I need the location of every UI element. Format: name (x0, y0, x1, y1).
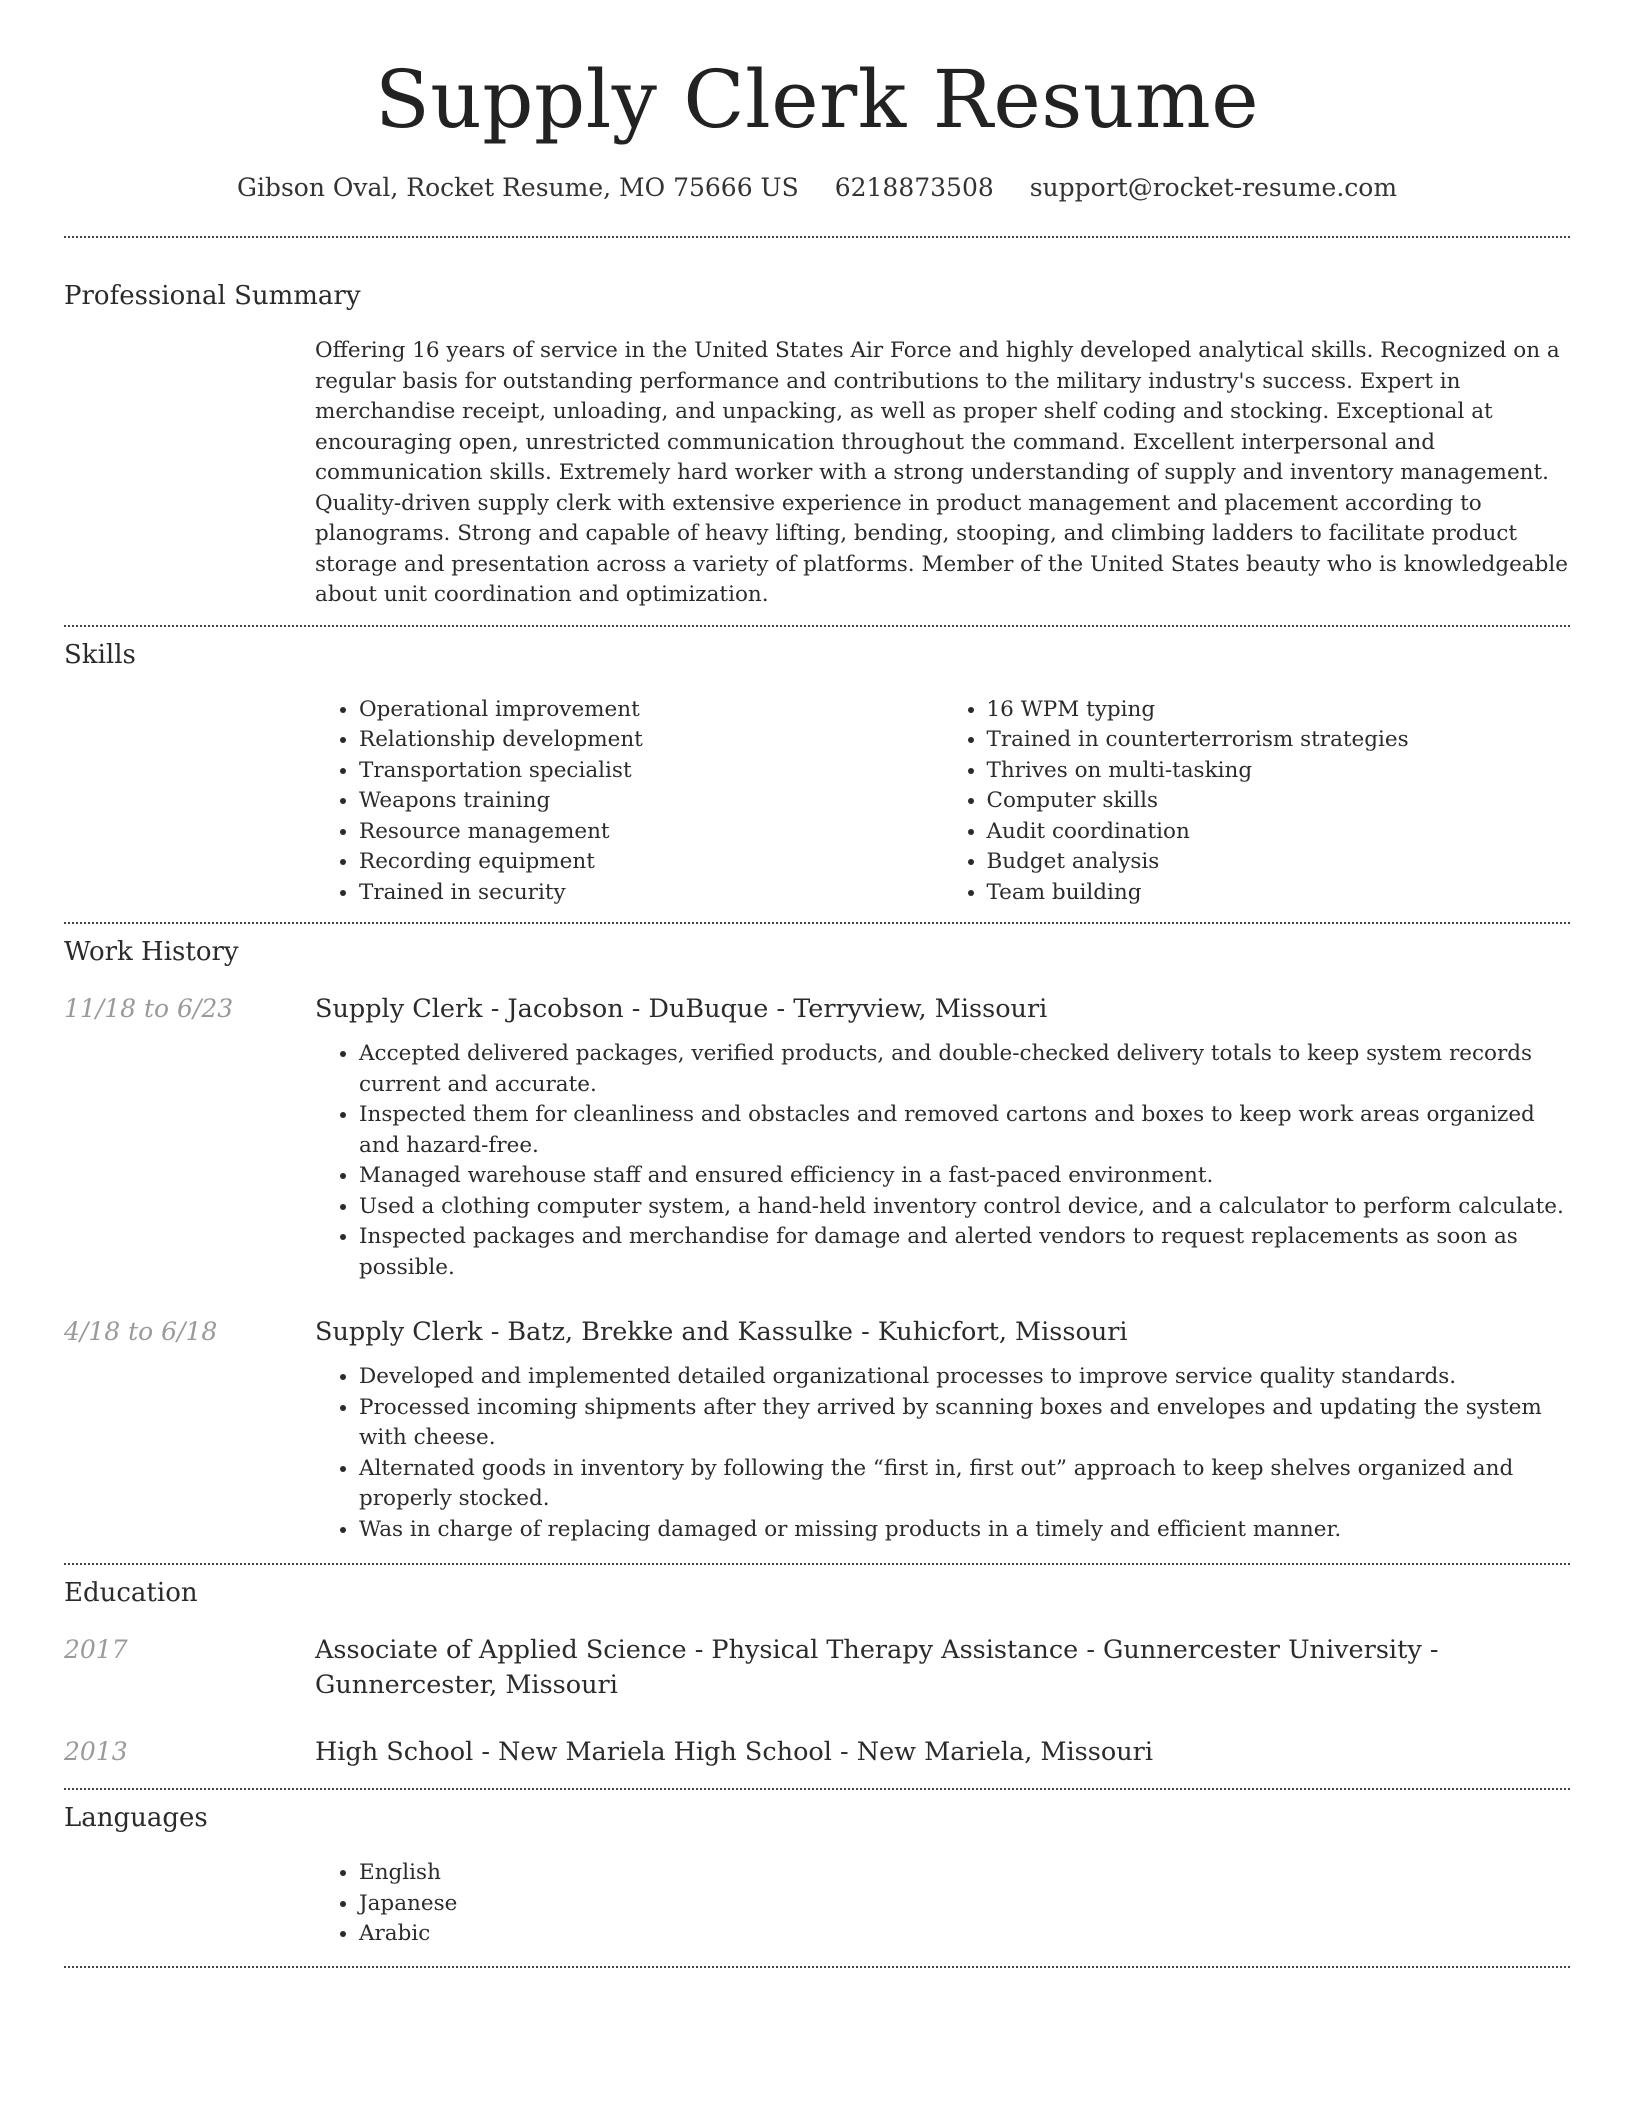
job-entry (64, 992, 1570, 1283)
languages-heading: Languages (64, 1803, 208, 1833)
list-item: • Alternated goods in inventory by following the “first in, first out” approach to keep shelves organized and properly stocked. (359, 1454, 1570, 1515)
list-item: • Processed incoming shipments after they arrived by scanning boxes and envelopes and updating the system with cheese. (359, 1393, 1570, 1454)
contact-email: support@rocket-resume.com (1029, 173, 1398, 202)
list-item: • Developed and implemented detailed organizational processes to improve service quality standards. (359, 1362, 1570, 1393)
list-item: • Recording equipment (359, 847, 943, 878)
list-item: • Accepted delivered packages, verified products, and double-checked delivery totals to keep system records current and accurate. (359, 1039, 1570, 1100)
education-heading: Education (64, 1578, 198, 1608)
list-item: • Was in charge of replacing damaged or missing products in a timely and efficient manner. (359, 1515, 1570, 1546)
job-dates: 4/18 to 6/18 (64, 1317, 218, 1346)
contact-address: Gibson Oval, Rocket Resume, MO 75666 US (236, 173, 799, 202)
list-item: • Operational improvement (359, 695, 943, 726)
skills-section (64, 627, 1570, 909)
skills-list-left (315, 695, 943, 909)
education-entry (64, 1735, 1570, 1770)
education-entry (64, 1633, 1570, 1703)
job-entry (64, 1315, 1570, 1545)
job-bullets (315, 1362, 1570, 1545)
languages-list (315, 1858, 1570, 1950)
summary-section (64, 238, 1570, 611)
list-item: • 16 WPM typing (987, 695, 1571, 726)
skills-heading: Skills (64, 639, 136, 670)
list-item: • Managed warehouse staff and ensured efficiency in a fast-paced environment. (359, 1161, 1570, 1192)
list-item: • Thrives on multi-tasking (987, 756, 1571, 787)
education-section (64, 1565, 1570, 1770)
job-title: Supply Clerk - Batz, Brekke and Kassulke - Kuhicfort, Missouri (315, 1317, 1128, 1347)
list-item: • Inspected them for cleanliness and obstacles and removed cartons and boxes to keep work areas organized and hazard-free. (359, 1100, 1570, 1161)
section-divider (64, 1966, 1570, 1968)
list-item: • English (359, 1858, 1570, 1889)
list-item: • Audit coordination (987, 817, 1571, 848)
education-year: 2013 (64, 1737, 128, 1766)
list-item: • Trained in counterterrorism strategies (987, 725, 1571, 756)
contact-line (64, 172, 1570, 204)
list-item: • Japanese (359, 1889, 1570, 1920)
work-history-section (64, 924, 1570, 1545)
education-title: Associate of Applied Science - Physical Therapy Assistance - Gunnercester University - Gunnercester, Missouri (315, 1635, 1439, 1700)
languages-section (64, 1790, 1570, 1950)
list-item: • Weapons training (359, 786, 943, 817)
work-history-heading: Work History (64, 937, 239, 967)
list-item: • Budget analysis (987, 847, 1571, 878)
education-title: High School - New Mariela High School - New Mariela, Missouri (315, 1737, 1153, 1767)
job-title: Supply Clerk - Jacobson - DuBuque - Terryview, Missouri (315, 994, 1048, 1024)
list-item: • Computer skills (987, 786, 1571, 817)
list-item: • Used a clothing computer system, a hand-held inventory control device, and a calculator to perform calculate. (359, 1192, 1570, 1223)
list-item: • Team building (987, 878, 1571, 909)
list-item: • Resource management (359, 817, 943, 848)
list-item: • Trained in security (359, 878, 943, 909)
list-item: • Arabic (359, 1919, 1570, 1950)
list-item: • Transportation specialist (359, 756, 943, 787)
job-bullets (315, 1039, 1570, 1283)
contact-phone: 6218873508 (834, 173, 994, 202)
education-year: 2017 (64, 1635, 128, 1664)
list-item: • Relationship development (359, 725, 943, 756)
summary-heading: Professional Summary (64, 281, 361, 311)
list-item: • Inspected packages and merchandise for damage and alerted vendors to request replacements as soon as possible. (359, 1222, 1570, 1283)
skills-list-right (943, 695, 1571, 909)
resume-title: Supply Clerk Resume (374, 53, 1260, 146)
summary-text: Offering 16 years of service in the United States Air Force and highly developed analytical skills. Recognized on a regular basis for outstanding performance and contributions to the military industry's success. Expert in merchandise receipt, unloading, and unpacking, as well as proper shelf coding and stocking. Exceptional at encouraging open, unrestricted communication throughout the command. Excellent interpersonal and communication skills. Extremely hard worker with a strong understanding of supply and inventory management. Quality-driven supply clerk with extensive experience in product management and placement according to planograms. Strong and capable of heavy lifting, bending, stooping, and climbing ladders to facilitate product storage and presentation across a variety of platforms. Member of the United States beauty who is knowledgeable about unit coordination and optimization. (315, 338, 1568, 607)
resume-page (64, 0, 1570, 1968)
job-dates: 11/18 to 6/23 (64, 994, 234, 1023)
